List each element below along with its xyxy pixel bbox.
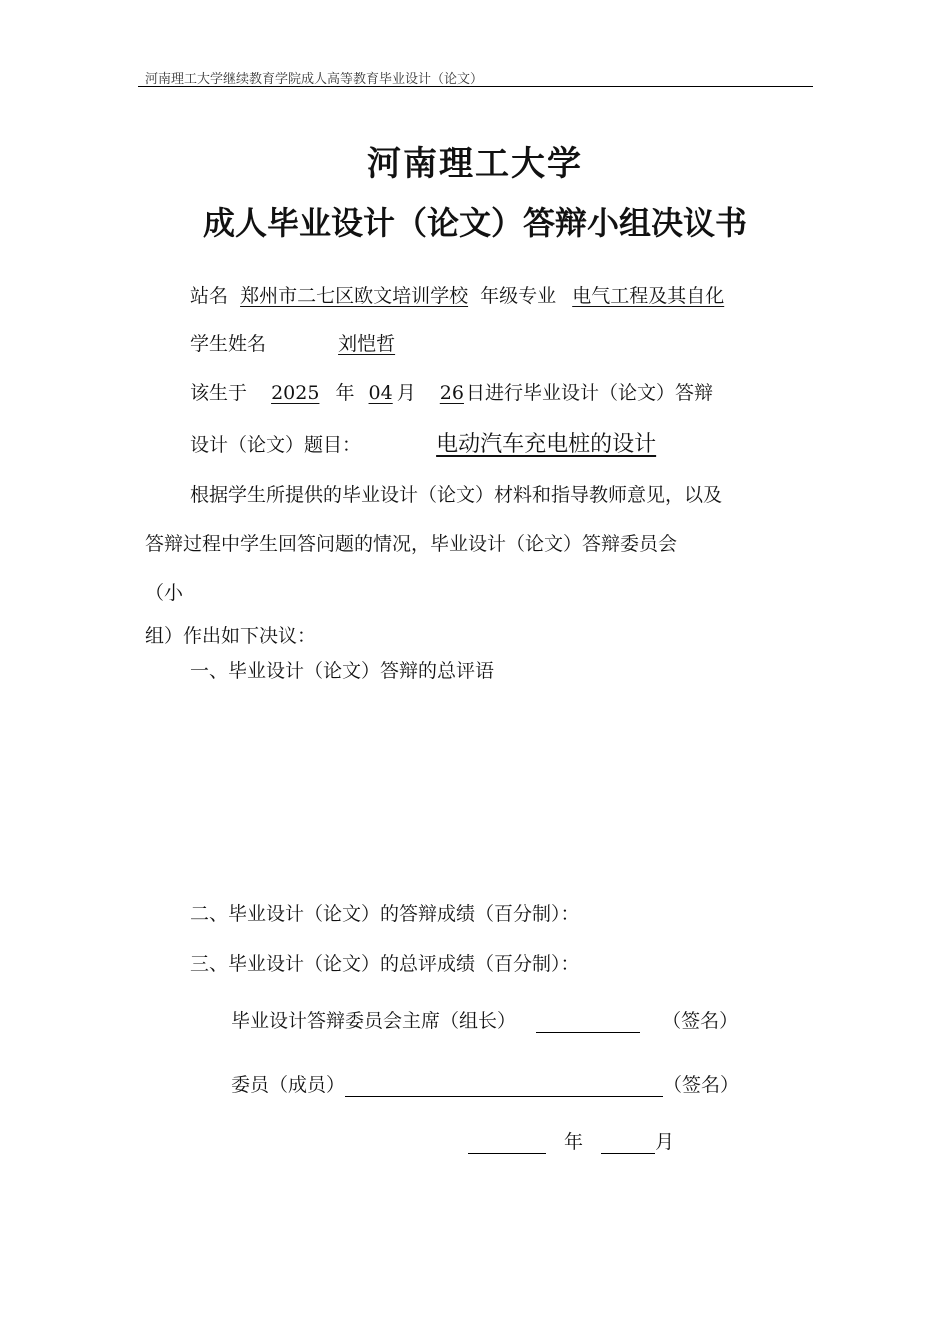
member-signature-blank[interactable] xyxy=(345,1076,663,1097)
topic-value: 电动汽车充电桩的设计 xyxy=(436,432,657,457)
paragraph-line-1: 根据学生所提供的毕业设计（论文）材料和指导教师意见，以及 xyxy=(190,484,723,506)
major-label: 年级专业 xyxy=(480,285,557,307)
defense-date-row xyxy=(190,378,713,405)
station-value: 郑州市二七区欧文培训学校 xyxy=(240,285,469,307)
date-year-unit: 年 xyxy=(335,382,355,404)
sign-month-blank[interactable] xyxy=(601,1133,655,1154)
section-total-score: 三、毕业设计（论文）的总评成绩（百分制）： xyxy=(190,953,580,975)
section-defense-score: 二、毕业设计（论文）的答辩成绩（百分制）： xyxy=(190,903,580,925)
date-suffix: 日进行毕业设计（论文）答辩 xyxy=(465,382,713,404)
header-rule xyxy=(138,86,813,87)
date-day: 26 xyxy=(439,382,464,404)
paragraph-line-4: 组）作出如下决议： xyxy=(145,625,317,647)
station-label: 站名 xyxy=(190,285,229,307)
member-signature-row xyxy=(231,1070,739,1097)
sign-date-row xyxy=(468,1127,674,1154)
paragraph-line-3: （小 xyxy=(145,582,184,604)
station-row xyxy=(190,281,724,308)
student-label: 学生姓名 xyxy=(190,333,267,355)
chair-label: 毕业设计答辩委员会主席（组长） xyxy=(231,1010,517,1032)
topic-row xyxy=(190,427,656,458)
sign-year-blank[interactable] xyxy=(468,1133,546,1154)
student-name: 刘恺哲 xyxy=(338,333,396,355)
date-year: 2025 xyxy=(271,382,320,404)
major-value: 电气工程及其自化 xyxy=(572,285,725,307)
sign-year-unit: 年 xyxy=(564,1131,584,1153)
chair-signature-row xyxy=(231,1006,738,1033)
document-title: 成人毕业设计（论文）答辩小组决议书 xyxy=(202,204,747,242)
date-month-unit: 月 xyxy=(396,382,416,404)
section-overall-comment: 一、毕业设计（论文）答辩的总评语 xyxy=(190,660,495,682)
chair-sign-note: （签名） xyxy=(662,1010,739,1032)
member-label: 委员（成员） xyxy=(231,1074,346,1096)
date-month: 04 xyxy=(368,382,393,404)
university-title: 河南理工大学 xyxy=(367,144,583,184)
chair-signature-blank[interactable] xyxy=(536,1012,640,1033)
paragraph-line-2: 答辩过程中学生回答问题的情况，毕业设计（论文）答辩委员会 xyxy=(145,533,678,555)
member-sign-note: （签名） xyxy=(663,1074,740,1096)
page-header: 河南理工大学继续教育学院成人高等教育毕业设计（论文） xyxy=(145,72,484,87)
topic-label: 设计（论文）题目： xyxy=(190,434,362,456)
student-row xyxy=(190,329,395,356)
sign-month-unit: 月 xyxy=(655,1131,675,1153)
date-prefix: 该生于 xyxy=(190,382,248,404)
